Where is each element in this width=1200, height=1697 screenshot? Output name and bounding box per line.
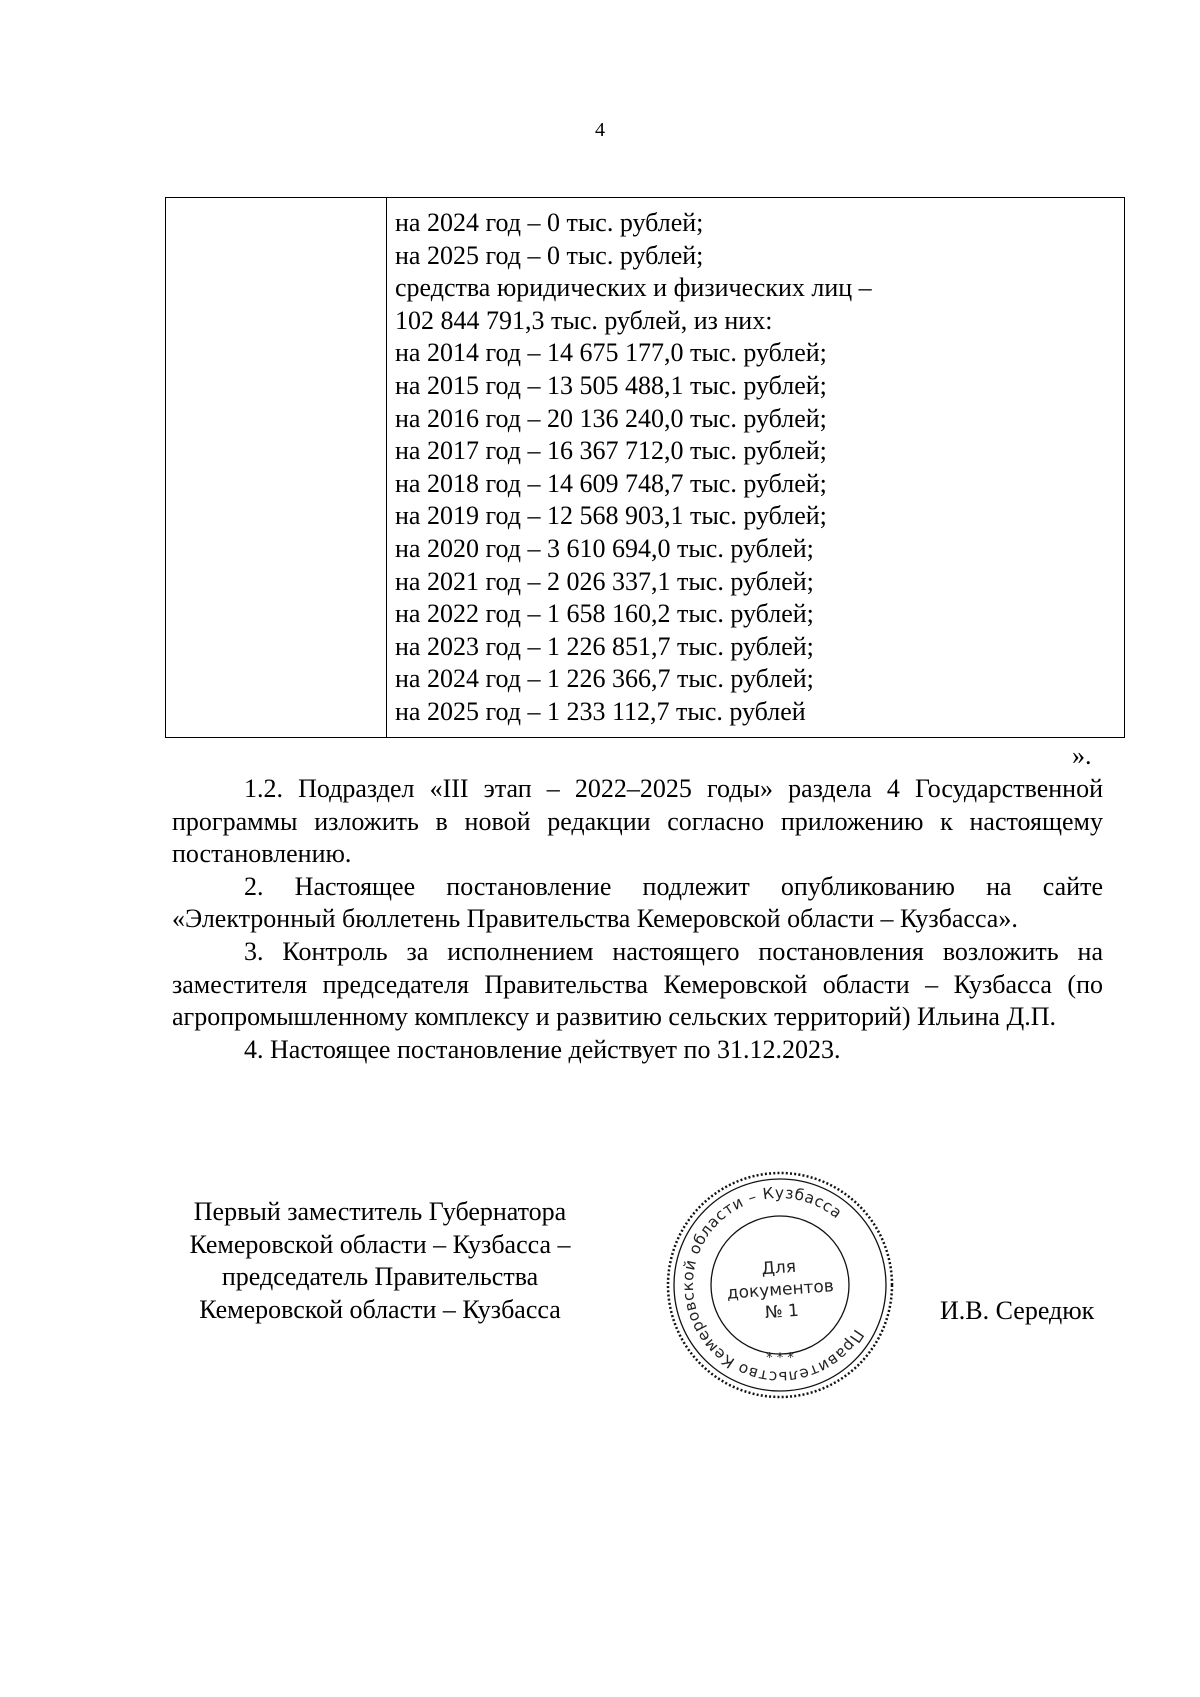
signer-name: И.В. Середюк (940, 1296, 1095, 1325)
funding-table (165, 197, 1125, 738)
seal-graphic (655, 1160, 905, 1410)
funding-line: на 2021 год – 2 026 337,1 тыс. рублей; (395, 566, 814, 596)
signer-title-line: председатель Правительства (221, 1262, 539, 1292)
signer-title-line: Первый заместитель Губернатора (193, 1197, 567, 1226)
signer-title (155, 1196, 605, 1326)
table-cell-funding (387, 198, 1125, 738)
paragraph-1-2: 1.2. Подраздел «III этап – 2022–2025 годы» раздела 4 Государственной программы изложить в новой редакции согласно приложению к настоящему постановлению. (172, 774, 1103, 869)
table-row (166, 198, 1125, 738)
funding-line: на 2022 год – 1 658 160,2 тыс. рублей; (395, 599, 814, 629)
funding-line: на 2024 год – 0 тыс. рублей; (395, 208, 704, 237)
official-seal (655, 1160, 905, 1410)
funding-line: на 2025 год – 0 тыс. рублей; (395, 240, 704, 270)
table-cell-empty (166, 198, 387, 738)
funding-line: на 2020 год – 3 610 694,0 тыс. рублей; (395, 533, 814, 563)
paragraph-3: 3. Контроль за исполнением настоящего постановления возложить на заместителя председателя Правительства Кемеровской области – Кузбасса (по агропромышленному комплексу и развитию сельских территорий) Ильина Д.П. (172, 936, 1103, 1032)
funding-line: средства юридических и физических лиц – (395, 273, 872, 303)
seal-center-line: документов (726, 1276, 835, 1304)
funding-line: на 2014 год – 14 675 177,0 тыс. рублей; (395, 338, 827, 368)
body-text (172, 773, 1103, 1066)
signer-title-line: Кемеровской области – Кузбасса (199, 1294, 561, 1324)
paragraph-2: 2. Настоящее постановление подлежит опубликованию на сайте «Электронный бюллетень Правительства Кемеровской области – Кузбасса». (172, 871, 1103, 934)
funding-line: 102 844 791,3 тыс. рублей, из них: (395, 305, 773, 335)
funding-line: на 2015 год – 13 505 488,1 тыс. рублей; (395, 370, 827, 400)
seal-center-line: Для (760, 1256, 797, 1280)
funding-line: на 2017 год – 16 367 712,0 тыс. рублей; (395, 436, 827, 466)
page-number: 4 (595, 119, 605, 141)
funding-line: на 2019 год – 12 568 903,1 тыс. рублей; (395, 501, 827, 531)
funding-line: на 2016 год – 20 136 240,0 тыс. рублей; (395, 403, 827, 433)
seal-center-line: № 1 (764, 1300, 800, 1324)
funding-line: на 2023 год – 1 226 851,7 тыс. рублей; (395, 631, 814, 661)
funding-line: на 2025 год – 1 233 112,7 тыс. рублей (395, 696, 806, 726)
signer-title-line: Кемеровской области – Кузбасса – (189, 1229, 571, 1259)
paragraph-4: 4. Настоящее постановление действует по 31.12.2023. (244, 1034, 841, 1064)
seal-stars: * * * (766, 1351, 794, 1366)
funding-line: на 2018 год – 14 609 748,7 тыс. рублей; (395, 468, 827, 498)
closing-quote: ». (1072, 741, 1092, 770)
funding-line: на 2024 год – 1 226 366,7 тыс. рублей; (395, 664, 814, 694)
seal-ring-text: Правительство Кемеровской области – Кузбасса (678, 1183, 868, 1387)
